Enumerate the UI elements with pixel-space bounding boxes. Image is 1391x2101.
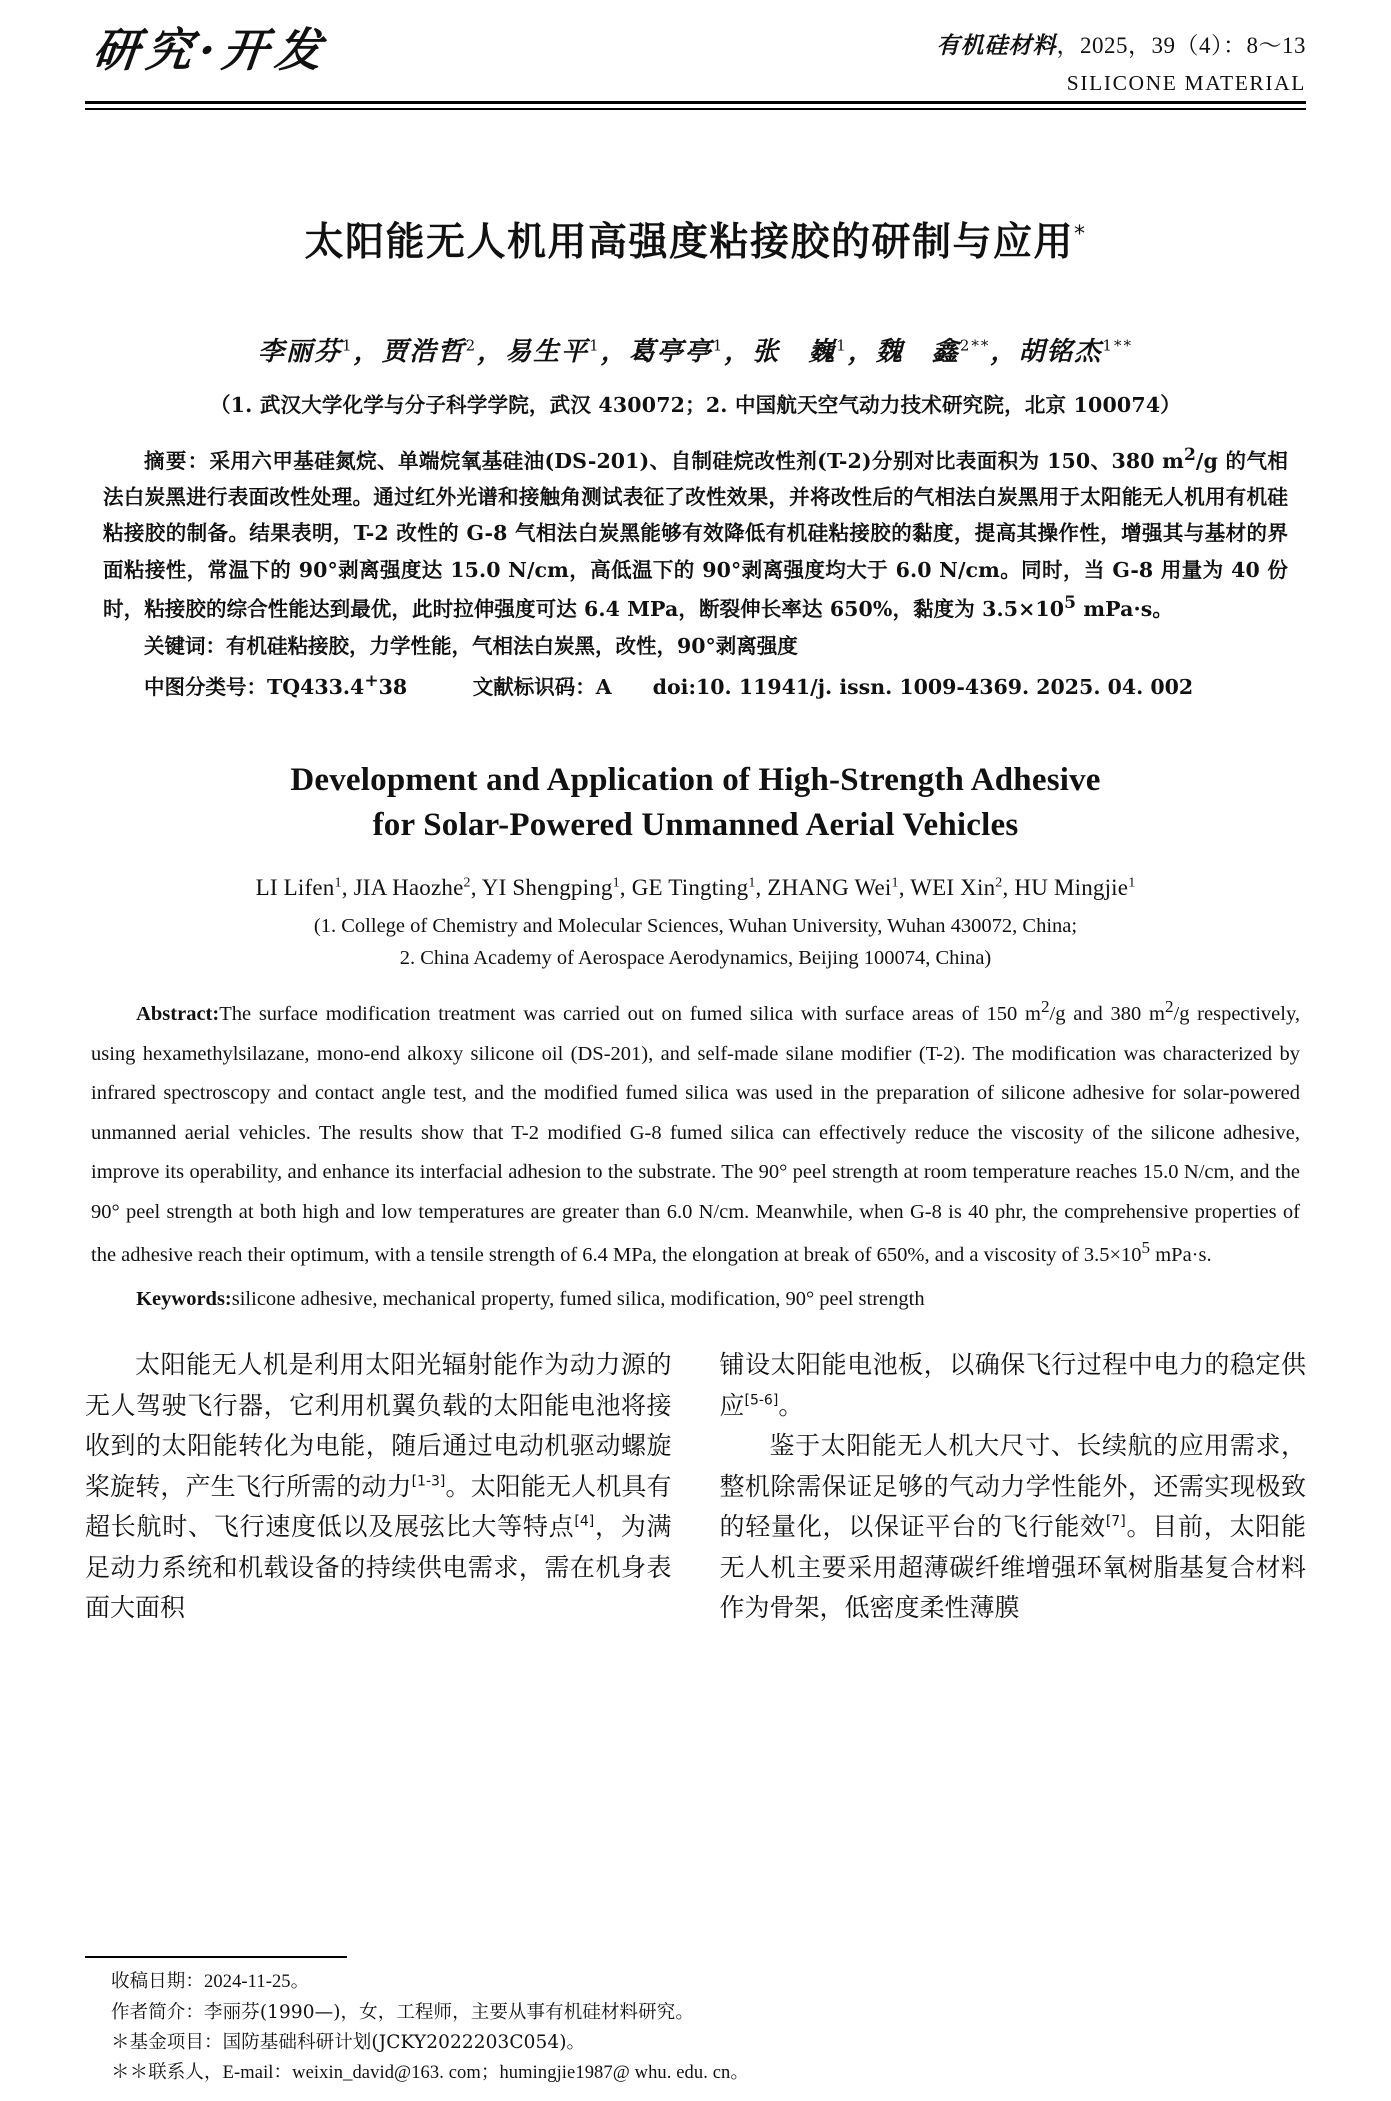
footnote-bio-value: 李丽芬(1990—)，女，工程师，主要从事有机硅材料研究。: [204, 2002, 694, 2024]
clc-lead: 中图分类号：: [144, 675, 267, 700]
footnotes: [85, 1956, 1265, 2089]
body-columns: [85, 1345, 1306, 1701]
title-cn-text: 太阳能无人机用高强度粘接胶的研制与应用: [304, 220, 1074, 265]
footnote-received-lead: 收稿日期：: [111, 1971, 205, 1993]
journal-citation-line: [937, 32, 1307, 61]
footnote-fund-lead: ＊基金项目：: [111, 2032, 223, 2054]
footnote-fund-value: 国防基础科研计划(JCKY2022203C054)。: [222, 2032, 586, 2054]
keywords-en: [85, 1280, 1306, 1320]
keywords-cn: [85, 628, 1306, 664]
keywords-en-lead: Keywords:: [136, 1287, 232, 1310]
footnote-fund: [85, 2028, 1265, 2058]
body-column-left: [85, 1345, 672, 1701]
footnote-received-value: 2024-11-25。: [204, 1972, 310, 1993]
body-paragraph: 太阳能无人机是利用太阳光辐射能作为动力源的无人驾驶飞行器，它利用机翼负载的太阳能电池将接收到的太阳能转化为电能，随后通过电动机驱动螺旋桨旋转，产生飞行所需的动力[1-3]。太阳能无人机具有超长航时、飞行速度低以及展弦比大等特点[4]，为满足动力系统和机载设备的持续供电需求，需在机身表面大面积: [85, 1350, 672, 1623]
masthead: [85, 0, 1306, 95]
keywords-cn-lead: 关键词：: [144, 633, 226, 658]
page-title-en: [85, 758, 1306, 849]
abstract-cn-lead: 摘要：: [144, 448, 210, 473]
footnote-received: [85, 1967, 1265, 1998]
affiliation-en-line2: 2. China Academy of Aerospace Aerodynamics, Beijing 100074, China): [399, 947, 992, 970]
body-paragraph: 鉴于太阳能无人机大尺寸、长续航的应用需求，整机除需保证足够的气动力学性能外，还需实现极致的轻量化，以保证平台的飞行能效[7]。目前，太阳能无人机主要采用超薄碳纤维增强环氧树脂基复合材料作为骨架，低密度柔性薄膜: [719, 1431, 1306, 1623]
clc-line: [85, 666, 1306, 705]
keywords-en-value: silicone adhesive, mechanical property, fumed silica, modification, 90° peel strength: [231, 1287, 925, 1310]
footnote-bio-lead: 作者简介：: [111, 2002, 205, 2024]
title-footnote-mark: *: [1074, 222, 1087, 247]
authors-en: LI Lifen$^1$, JIA Haozhe$^2$, YI Shengping$^1$, GE Tingting$^1$, ZHANG Wei$^1$, WEI Xin$^2$, HU Mingjie$^1$: [255, 874, 1136, 900]
footnote-bio: [85, 1998, 1265, 2028]
body-column-right: [720, 1345, 1307, 1701]
doc-code-value: A: [595, 675, 612, 700]
abstract-cn-paragraph: 摘要：采用六甲基硅氮烷、单端烷氧基硅油(DS-201)、自制硅烷改性剂(T-2)分别对比表面积为 150、380 $m^2/g$ 的气相法白炭黑进行表面改性处理。通过红外光谱和接触角测试表征了改性效果，并将改性后的气相法白炭黑用于太阳能无人机用有机硅粘接胶的制备。结果表明，T-2 改性的 G-8 气相法白炭黑能够有效降低有机硅粘接胶的黏度，提高其操作性，增强其与基材的界面粘接性，常温下的 90°剥离强度达 15.0 N/cm，高低温下的 90°剥离强度均大于 6.0 N/cm。同时，当 G-8 用量为 40 份时，粘接胶的综合性能达到最优，此时拉伸强度可达 6.4 MPa，断裂伸长率达 650%，黏度为 $3.5\times 10^5$ mPa·s。: [103, 444, 1288, 622]
affiliation-en: [85, 910, 1306, 976]
doc-code-lead: 文献标识码：: [472, 675, 596, 700]
affiliation-en-line1: (1. College of Chemistry and Molecular Sciences, Wuhan University, Wuhan 430072, China;: [313, 914, 1078, 937]
doi-value: doi:10. 11941/j. issn. 1009-4369. 2025. 04. 002: [652, 675, 1194, 700]
footnote-contact-value: E-mail：weixin_david@163. com；humingjie1987@ whu. edu. cn。: [222, 2063, 749, 2084]
affiliation-cn: （1. 武汉大学化学与分子科学学院，武汉 430072；2. 中国航天空气动力技术研究院，北京 100074）: [209, 392, 1181, 417]
clc-value: TQ433.4+38: [267, 671, 408, 700]
abstract-en-paragraph: Abstract:The surface modification treatment was carried out on fumed silica with surface areas of 150 $m^2/g$ and 380 $m^2/g$ respectively, using hexamethylsilazane, mono-end alkoxy silicone oil (DS-201), and self-made silane modifier (T-2). The modification was characterized by infrared spectroscopy and contact angle test, and the modified fumed silica was used in the preparation of silicone adhesive for solar-powered unmanned aerial vehicles. The results show that T-2 modified G-8 fumed silica can effectively reduce the viscosity of the silicone adhesive, improve its operability, and enhance its interfacial adhesion to the substrate. The 90° peel strength at room temperature reaches 15.0 N/cm, and the 90° peel strength at both high and low temperatures are greater than 6.0 N/cm. Meanwhile, when G-8 is 40 phr, the comprehensive properties of the adhesive reach their optimum, with a tensile strength of 6.4 MPa, the elongation at break of 650%, and a viscosity of $3.5\times 10^5$ mPa·s.: [91, 997, 1301, 1267]
footnote-divider: [85, 1956, 347, 1958]
title-en-line1: Development and Application of High-Strength Adhesive: [290, 761, 1101, 798]
journal-name-en: SILICONE MATERIAL: [1066, 70, 1306, 95]
authors-cn: 李丽芬$^1$，贾浩哲$^2$，易生平$^1$，葛亭亭$^1$，张 巍$^1$，魏 鑫$^{2**}$，胡铭杰$^{1**}$: [258, 336, 1133, 367]
abstract-en-lead: Abstract:: [136, 1003, 220, 1026]
journal-info: [937, 22, 1307, 96]
abstract-en: [85, 991, 1306, 1276]
header-divider: [85, 101, 1306, 110]
footnote-contact: [85, 2058, 1265, 2089]
title-en-line2: for Solar-Powered Unmanned Aerial Vehicles: [372, 807, 1019, 844]
abstract-cn: [85, 440, 1306, 628]
section-label: 研究·开发: [90, 23, 331, 77]
page-title-cn: [85, 218, 1306, 269]
journal-citation: ，2025，39（4）：8～13: [1056, 33, 1306, 58]
keywords-cn-value: 有机硅粘接胶，力学性能，气相法白炭黑，改性，90°剥离强度: [226, 633, 798, 658]
journal-name-cn: 有机硅材料: [936, 33, 1057, 58]
footnote-contact-lead: ＊＊联系人，: [111, 2062, 223, 2084]
body-paragraph: 铺设太阳能电池板，以确保飞行过程中电力的稳定供应[5-6]。: [719, 1350, 1306, 1420]
